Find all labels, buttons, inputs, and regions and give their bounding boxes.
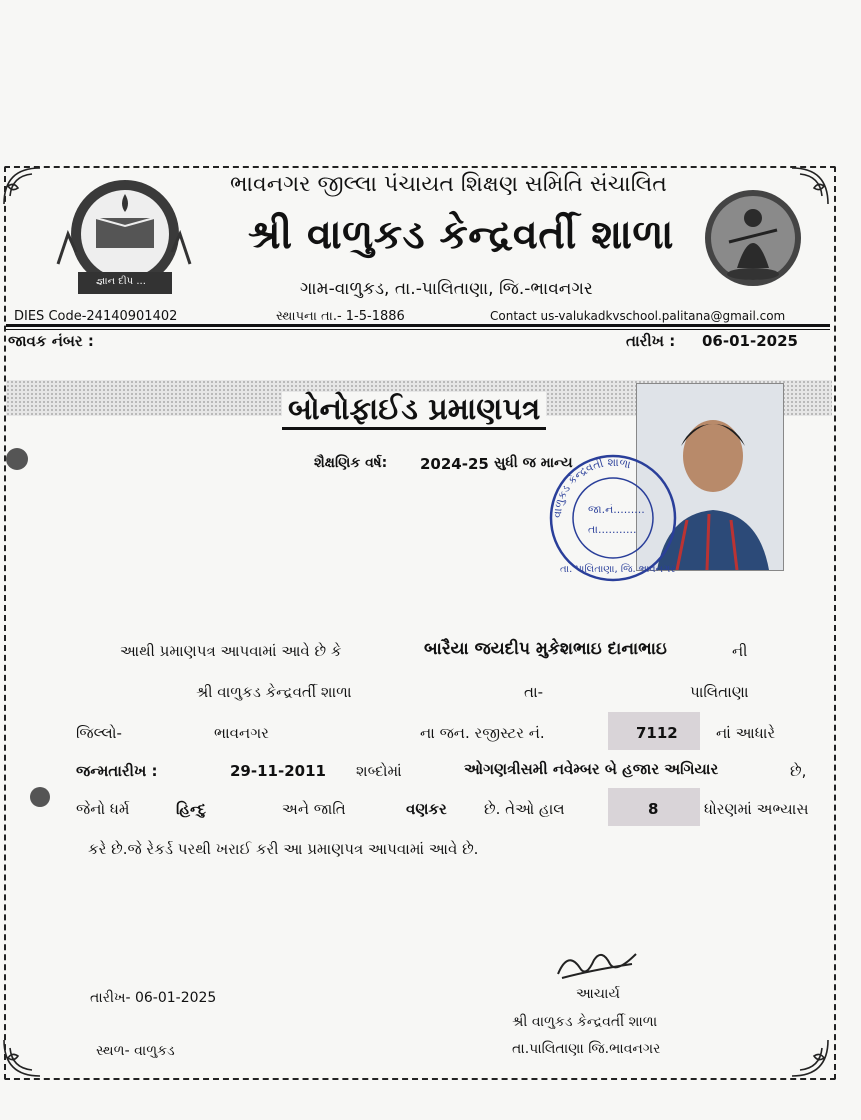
religion-value: હિન્દુ	[176, 800, 206, 818]
established-date: સ્થાપના તા.- 1-5-1886	[276, 309, 405, 324]
managed-by-line: ભાવનગર જીલ્લા પંચાયત શિક્ષણ સમિતિ સંચાલિત	[230, 172, 667, 197]
dob-value: 29-11-2011	[230, 762, 326, 780]
academic-year-label: શૈક્ષણિક વર્ષ:	[314, 455, 388, 471]
register-suffix: નાં આધારે	[716, 724, 776, 742]
dies-code: DIES Code-24140901402	[14, 309, 178, 324]
standard-suffix: ધોરણમાં અભ્યાસ	[704, 800, 809, 818]
logo-caption: જ્ઞાન દીપ ...	[96, 276, 146, 287]
che-text: છે,	[790, 762, 807, 780]
academic-year-value: 2024-25	[420, 455, 489, 473]
ni-text: ની	[732, 642, 748, 660]
words-label: શબ્દોમાં	[356, 762, 402, 780]
footer-date: તારીખ- 06-01-2025	[90, 990, 217, 1006]
seal-ring-text: વાળુકડ કેન્દ્રવર્તી શાળા	[550, 455, 632, 519]
school-line: શ્રી વાળુકડ કેન્દ્રવર્તી શાળા	[196, 683, 352, 701]
footer-place: સ્થળ- વાળુકડ	[96, 1043, 175, 1059]
principal-school: શ્રી વાળુકડ કેન્દ્રવર્તી શાળા	[512, 1014, 658, 1030]
principal-address: તા.પાલિતાણા જિ.ભાવનગર	[512, 1041, 661, 1057]
punch-hole-bottom	[30, 787, 50, 807]
saraswati-emblem	[703, 188, 803, 288]
issue-date-value: 06-01-2025	[702, 332, 798, 350]
issue-date-label: તારીખ :	[626, 332, 676, 350]
seal-inner-line-2: તા...........	[588, 523, 637, 536]
religion-label: જેનો ધર્મ	[76, 800, 130, 818]
seal-inner-line-1: જા.નં.........	[588, 503, 645, 516]
header-divider-thin	[6, 329, 830, 330]
school-logo	[50, 172, 200, 302]
district-label: જિલ્લો-	[76, 724, 122, 742]
current-label: છે. તેઓ હાલ	[484, 800, 565, 818]
closing-text: કરે છે.જે રેકર્ડ પરથી ખરાઈ કરી આ પ્રમાણપત્ર આપવામાં આવે છે.	[88, 840, 479, 858]
school-address: ગામ-વાળુકડ, તા.-પાલિતાણા, જિ.-ભાવનગર	[300, 279, 593, 299]
dob-label: જન્મતારીખ :	[76, 762, 158, 780]
saraswati-icon	[703, 188, 803, 288]
outward-number-label: જાવક નંબર :	[8, 332, 94, 350]
caste-label: અને જાતિ	[282, 800, 346, 818]
caste-value: વણકર	[406, 800, 447, 818]
standard-value: 8	[648, 800, 659, 818]
principal-signature	[552, 948, 642, 982]
contact-email: Contact us-valukadkvschool.palitana@gmail.com	[490, 309, 786, 323]
intro-text: આથી પ્રમાણપત્ર આપવામાં આવે છે કે	[120, 642, 342, 660]
punch-hole-top	[6, 448, 28, 470]
register-number: 7112	[636, 724, 678, 742]
taluka-value: પાલિતાણા	[690, 683, 749, 701]
taluka-label: તા-	[524, 683, 544, 701]
school-name-heading: શ્રી વાળુકડ કેન્દ્રવર્તી શાળા	[248, 212, 674, 258]
certificate-title: બોનોફાઈડ પ્રમાણપત્ર	[282, 392, 546, 430]
header-divider	[6, 324, 830, 327]
dob-in-words: ઓગણત્રીસમી નવેમ્બર બે હજાર અગિયાર	[464, 760, 719, 778]
principal-title: આચાર્ય	[576, 986, 620, 1002]
district-value: ભાવનગર	[214, 724, 269, 742]
corner-ornament-bottom-right	[790, 1038, 830, 1078]
register-label: ના જન. રજીસ્ટર નં.	[420, 724, 545, 742]
student-name: બારૈયા જયદીપ મુકેશભાઇ દાનાભાઇ	[424, 639, 667, 659]
valid-until-text: સુધી જ માન્ય	[494, 455, 573, 471]
corner-ornament-bottom-left	[2, 1038, 42, 1078]
certificate-border	[4, 166, 836, 1080]
corner-ornament-top-left	[2, 166, 42, 206]
seal-bottom-text: તા. પાલિતાણા, જિ. ભાવનગર	[560, 564, 676, 575]
